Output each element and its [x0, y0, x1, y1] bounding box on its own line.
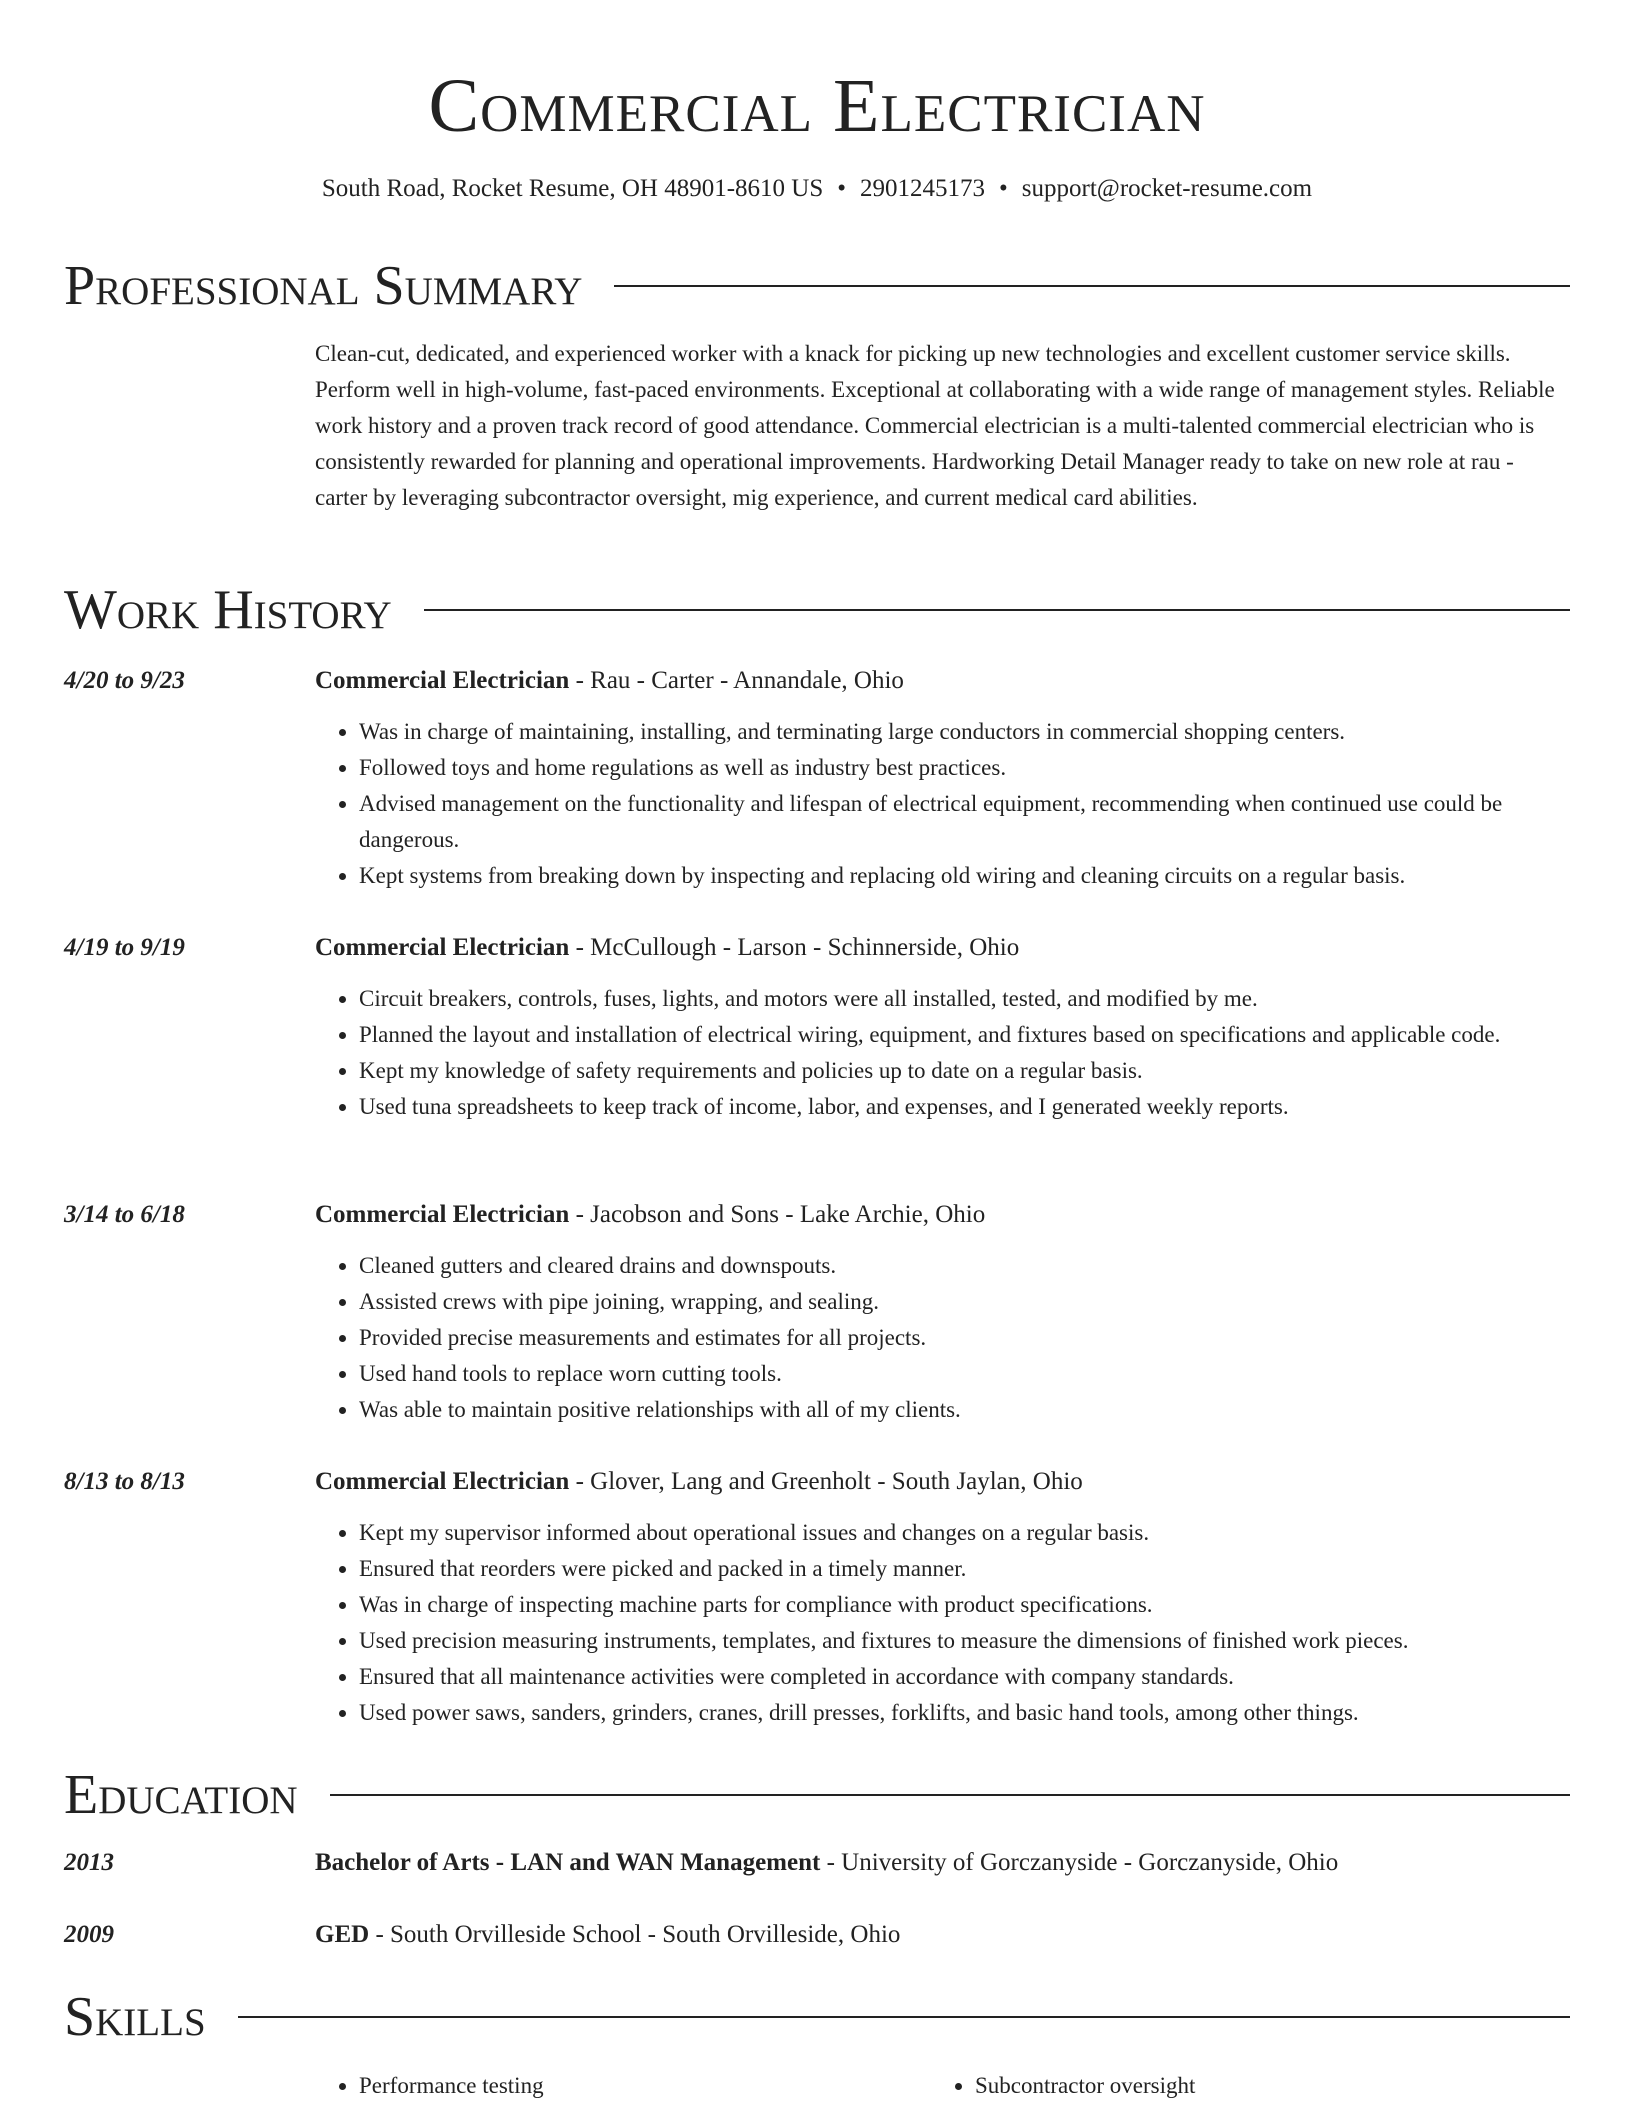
education-heading: Education — [64, 1764, 298, 1826]
job-bullets — [315, 981, 1570, 1125]
job-bullets — [315, 1515, 1570, 1731]
education-details: - South Orvilleside School - South Orvilleside, Ohio — [369, 1921, 901, 1948]
job-details: - Rau - Carter - Annandale, Ohio — [569, 667, 904, 694]
resume-page — [64, 0, 1570, 2098]
resume-title: Commercial Electrician — [428, 64, 1206, 148]
section-divider — [424, 609, 1570, 611]
job-bullet: • Provided precise measurements and estimates for all projects. — [359, 1320, 1570, 1356]
education-year: 2009 — [64, 1921, 114, 1948]
summary-text: Clean-cut, dedicated, and experienced worker with a knack for picking up new technologies and excellent customer service skills. Perform well in high-volume, fast-paced environments. Exceptional at collaborating with a wide range of management styles. Reliable work history and a proven track record of good attendance. Commercial electrician is a multi-talented commercial electrician who is consistently rewarded for planning and operational improvements. Hardworking Detail Manager ready to take on new role at rau - carter by leveraging subcontractor oversight, mig experience, and current medical card abilities. — [315, 341, 1555, 510]
education-heading-line — [315, 1846, 1570, 1880]
job-bullet: • Kept my knowledge of safety requirements and policies up to date on a regular basis. — [359, 1053, 1570, 1089]
job-bullet: • Assisted crews with pipe joining, wrapping, and sealing. — [359, 1284, 1570, 1320]
job-title: Commercial Electrician — [315, 1468, 570, 1495]
work-history-heading: Work History — [64, 579, 392, 641]
education-heading-line — [315, 1918, 1570, 1952]
contact-email: support@rocket-resume.com — [1021, 175, 1313, 202]
job-bullet: • Ensured that reorders were picked and packed in a timely manner. — [359, 1551, 1570, 1587]
education-entry — [64, 1846, 1570, 1880]
job-dates: 8/13 to 8/13 — [64, 1468, 185, 1495]
skills-list — [315, 2068, 1570, 2104]
education-degree: Bachelor of Arts - LAN and WAN Management — [315, 1849, 821, 1876]
job-details: - McCullough - Larson - Schinnerside, Ohio — [569, 934, 1020, 961]
contact-phone: 2901245173 — [860, 175, 986, 202]
job-bullet: • Circuit breakers, controls, fuses, lights, and motors were all installed, tested, and modified by me. — [359, 981, 1570, 1017]
education-year: 2013 — [64, 1849, 114, 1876]
skill-item: • Performance testing — [359, 2068, 931, 2104]
job-title: Commercial Electrician — [315, 934, 570, 961]
job-bullet: • Planned the layout and installation of electrical wiring, equipment, and fixtures based on specifications and applicable code. — [359, 1017, 1570, 1053]
contact-separator: • — [837, 175, 847, 202]
job-entry — [64, 931, 1570, 1125]
skills-column-left — [315, 2068, 931, 2104]
job-bullets — [315, 1248, 1570, 1428]
job-bullet: • Cleaned gutters and cleared drains and downspouts. — [359, 1248, 1570, 1284]
job-entry — [64, 1465, 1570, 1731]
job-bullet: • Used hand tools to replace worn cutting tools. — [359, 1356, 1570, 1392]
job-bullet: • Was in charge of inspecting machine parts for compliance with product specifications. — [359, 1587, 1570, 1623]
job-bullet: • Was in charge of maintaining, installing, and terminating large conductors in commercial shopping centers. — [359, 714, 1570, 750]
job-bullet: • Was able to maintain positive relationships with all of my clients. — [359, 1392, 1570, 1428]
job-bullet: • Followed toys and home regulations as well as industry best practices. — [359, 750, 1570, 786]
job-bullet: • Ensured that all maintenance activities were completed in accordance with company standards. — [359, 1659, 1570, 1695]
job-heading — [315, 1465, 1570, 1499]
education-entry — [64, 1918, 1570, 1952]
job-dates: 4/19 to 9/19 — [64, 934, 185, 961]
education-details: - University of Gorczanyside - Gorczanyside, Ohio — [820, 1849, 1339, 1876]
job-heading — [315, 931, 1570, 965]
job-dates: 4/20 to 9/23 — [64, 667, 185, 694]
skill-item: • Subcontractor oversight — [975, 2068, 1547, 2104]
contact-separator: • — [999, 175, 1008, 202]
job-details: - Jacobson and Sons - Lake Archie, Ohio — [569, 1201, 986, 1228]
job-title: Commercial Electrician — [315, 667, 570, 694]
job-dates: 3/14 to 6/18 — [64, 1201, 185, 1228]
section-divider — [330, 1794, 1570, 1796]
education-section-header — [64, 1763, 1570, 1827]
job-bullets — [315, 714, 1570, 894]
job-bullet: • Kept my supervisor informed about operational issues and changes on a regular basis. — [359, 1515, 1570, 1551]
education-degree: GED — [315, 1921, 370, 1948]
summary-section-header — [64, 254, 1570, 318]
job-heading — [315, 1198, 1570, 1232]
job-heading — [315, 664, 1570, 698]
section-divider — [238, 2016, 1570, 2018]
skills-heading: Skills — [64, 1986, 206, 2048]
contact-address: South Road, Rocket Resume, OH 48901-8610 US — [321, 175, 824, 202]
skills-column-right — [931, 2068, 1547, 2104]
summary-heading: Professional Summary — [64, 255, 583, 317]
job-entry — [64, 1198, 1570, 1428]
contact-line — [64, 172, 1570, 206]
job-details: - Glover, Lang and Greenholt - South Jaylan, Ohio — [569, 1468, 1083, 1495]
work-history-section-header — [64, 578, 1570, 642]
job-bullet: • Used tuna spreadsheets to keep track of income, labor, and expenses, and I generated weekly reports. — [359, 1089, 1570, 1125]
job-bullet: • Used precision measuring instruments, templates, and fixtures to measure the dimensions of finished work pieces. — [359, 1623, 1570, 1659]
job-bullet: • Used power saws, sanders, grinders, cranes, drill presses, forklifts, and basic hand tools, among other things. — [359, 1695, 1570, 1731]
job-bullet: • Kept systems from breaking down by inspecting and replacing old wiring and cleaning circuits on a regular basis. — [359, 858, 1570, 894]
section-divider — [614, 285, 1570, 287]
job-bullet: • Advised management on the functionality and lifespan of electrical equipment, recommending when continued use could be dangerous. — [359, 786, 1570, 858]
job-entry — [64, 664, 1570, 894]
skills-section-header — [64, 1985, 1570, 2049]
job-title: Commercial Electrician — [315, 1201, 570, 1228]
